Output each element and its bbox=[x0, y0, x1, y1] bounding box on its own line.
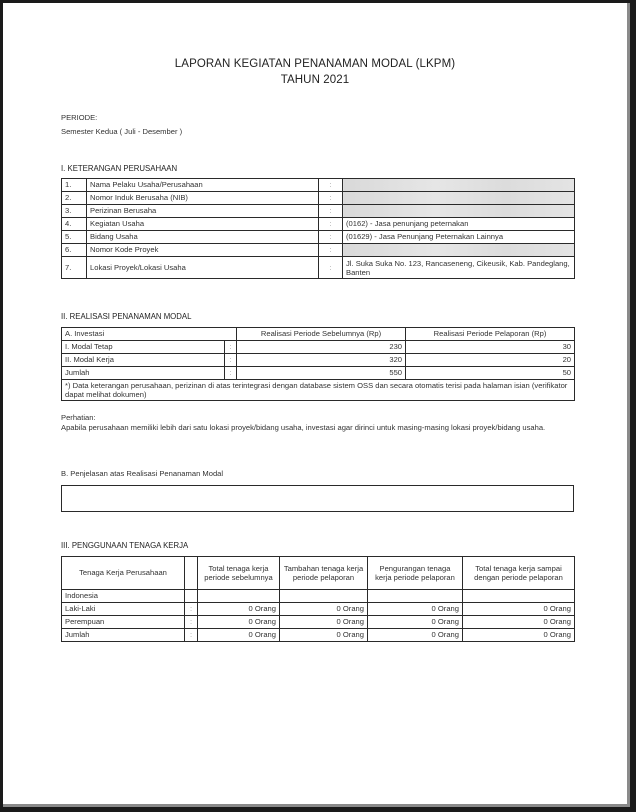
row-label: Lokasi Proyek/Lokasi Usaha bbox=[87, 257, 319, 279]
redacted-value bbox=[343, 205, 575, 218]
row-colon: : bbox=[319, 205, 343, 218]
row-colon: : bbox=[185, 616, 198, 629]
row-label: Jumlah bbox=[62, 367, 225, 380]
row-no: 1. bbox=[62, 179, 87, 192]
row-c4: 0 Orang bbox=[463, 616, 575, 629]
redacted-value bbox=[343, 192, 575, 205]
row-label: I. Modal Tetap bbox=[62, 341, 225, 354]
row-current: 20 bbox=[406, 354, 575, 367]
empty-cell bbox=[280, 590, 368, 603]
header-prev-period: Realisasi Periode Sebelumnya (Rp) bbox=[237, 328, 406, 341]
row-c2: 0 Orang bbox=[280, 616, 368, 629]
row-label: Bidang Usaha bbox=[87, 231, 319, 244]
empty-cell bbox=[463, 590, 575, 603]
group-label: Indonesia bbox=[62, 590, 185, 603]
header-pengurangan: Pengurangan tenaga kerja periode pelaporan bbox=[368, 557, 463, 590]
header-investasi: A. Investasi bbox=[62, 328, 237, 341]
row-c3: 0 Orang bbox=[368, 616, 463, 629]
section2-title: II. REALISASI PENANAMAN MODAL bbox=[61, 312, 192, 321]
table-header-row bbox=[62, 557, 575, 590]
header-total-current: Total tenaga kerja sampai dengan periode pelaporan bbox=[463, 557, 575, 590]
table-row bbox=[62, 231, 575, 244]
row-colon: : bbox=[225, 367, 237, 380]
row-no: 6. bbox=[62, 244, 87, 257]
header-colon-spacer bbox=[185, 557, 198, 590]
row-c3: 0 Orang bbox=[368, 603, 463, 616]
row-c2: 0 Orang bbox=[280, 603, 368, 616]
row-no: 3. bbox=[62, 205, 87, 218]
row-label: Nomor Kode Proyek bbox=[87, 244, 319, 257]
row-no: 2. bbox=[62, 192, 87, 205]
redacted-value bbox=[343, 244, 575, 257]
row-prev: 320 bbox=[237, 354, 406, 367]
row-no: 7. bbox=[62, 257, 87, 279]
row-colon: : bbox=[319, 244, 343, 257]
table-note-row bbox=[62, 380, 575, 401]
investment-table bbox=[61, 327, 575, 401]
table-row bbox=[62, 257, 575, 279]
row-current: 30 bbox=[406, 341, 575, 354]
row-colon: : bbox=[319, 218, 343, 231]
header-total-prev: Total tenaga kerja periode sebelumnya bbox=[198, 557, 280, 590]
row-colon: : bbox=[185, 603, 198, 616]
redacted-value bbox=[343, 179, 575, 192]
empty-cell bbox=[368, 590, 463, 603]
table-row bbox=[62, 367, 575, 380]
header-current-period: Realisasi Periode Pelaporan (Rp) bbox=[406, 328, 575, 341]
row-c4: 0 Orang bbox=[463, 629, 575, 642]
report-year: TAHUN 2021 bbox=[280, 74, 350, 86]
workforce-table bbox=[61, 556, 575, 642]
row-value: (0162) - Jasa penunjang peternakan bbox=[343, 218, 575, 231]
row-label: Perempuan bbox=[62, 616, 185, 629]
penjelasan-box bbox=[61, 485, 574, 512]
row-colon: : bbox=[319, 192, 343, 205]
row-value: (01629) - Jasa Penunjang Peternakan Lainnya bbox=[343, 231, 575, 244]
periode-value: Semester Kedua ( Juli - Desember ) bbox=[61, 127, 183, 136]
row-no: 4. bbox=[62, 218, 87, 231]
row-c4: 0 Orang bbox=[463, 603, 575, 616]
row-value: Jl. Suka Suka No. 123, Rancaseneng, Cikeusik, Kab. Pandeglang, Banten bbox=[343, 257, 575, 279]
table-row bbox=[62, 629, 575, 642]
perhatian-label: Perhatian: bbox=[61, 413, 96, 422]
oss-note: *) Data keterangan perusahaan, perizinan di atas terintegrasi dengan database sistem OSS dan secara otomatis terisi pada halaman isian (verifikator dapat melihat dokumen) bbox=[62, 380, 575, 401]
row-label: Nama Pelaku Usaha/Perusahaan bbox=[87, 179, 319, 192]
table-row bbox=[62, 616, 575, 629]
report-title: LAPORAN KEGIATAN PENANAMAN MODAL (LKPM) bbox=[174, 58, 456, 70]
table-row bbox=[62, 205, 575, 218]
table-row bbox=[62, 354, 575, 367]
section1-title: I. KETERANGAN PERUSAHAAN bbox=[61, 164, 178, 173]
table-header-row bbox=[62, 328, 575, 341]
table-row bbox=[62, 192, 575, 205]
row-c1: 0 Orang bbox=[198, 616, 280, 629]
table-row bbox=[62, 244, 575, 257]
row-label: Perizinan Berusaha bbox=[87, 205, 319, 218]
row-colon: : bbox=[185, 629, 198, 642]
row-c3: 0 Orang bbox=[368, 629, 463, 642]
company-info-table bbox=[61, 178, 575, 279]
penjelasan-title: B. Penjelasan atas Realisasi Penanaman Modal bbox=[61, 469, 224, 478]
row-current: 50 bbox=[406, 367, 575, 380]
row-colon: : bbox=[319, 257, 343, 279]
section3-title: III. PENGGUNAAN TENAGA KERJA bbox=[61, 541, 189, 550]
table-group-row bbox=[62, 590, 575, 603]
document-page bbox=[3, 3, 630, 807]
row-colon: : bbox=[319, 179, 343, 192]
row-label: Jumlah bbox=[62, 629, 185, 642]
empty-cell bbox=[185, 590, 198, 603]
row-colon: : bbox=[319, 231, 343, 244]
row-label: II. Modal Kerja bbox=[62, 354, 225, 367]
header-tenaga-kerja: Tenaga Kerja Perusahaan bbox=[62, 557, 185, 590]
row-c2: 0 Orang bbox=[280, 629, 368, 642]
row-c1: 0 Orang bbox=[198, 629, 280, 642]
row-c1: 0 Orang bbox=[198, 603, 280, 616]
row-prev: 230 bbox=[237, 341, 406, 354]
empty-cell bbox=[198, 590, 280, 603]
header-tambahan: Tambahan tenaga kerja periode pelaporan bbox=[280, 557, 368, 590]
table-row bbox=[62, 341, 575, 354]
row-colon: : bbox=[225, 341, 237, 354]
table-row bbox=[62, 179, 575, 192]
table-row bbox=[62, 218, 575, 231]
row-prev: 550 bbox=[237, 367, 406, 380]
perhatian-text: Apabila perusahaan memiliki lebih dari satu lokasi proyek/bidang usaha, investasi agar dirinci untuk masing-masing lokasi proyek/bidang usaha. bbox=[61, 423, 546, 432]
table-row bbox=[62, 603, 575, 616]
periode-label: PERIODE: bbox=[61, 113, 98, 122]
row-label: Nomor Induk Berusaha (NIB) bbox=[87, 192, 319, 205]
row-label: Kegiatan Usaha bbox=[87, 218, 319, 231]
row-no: 5. bbox=[62, 231, 87, 244]
row-colon: : bbox=[225, 354, 237, 367]
row-label: Laki-Laki bbox=[62, 603, 185, 616]
